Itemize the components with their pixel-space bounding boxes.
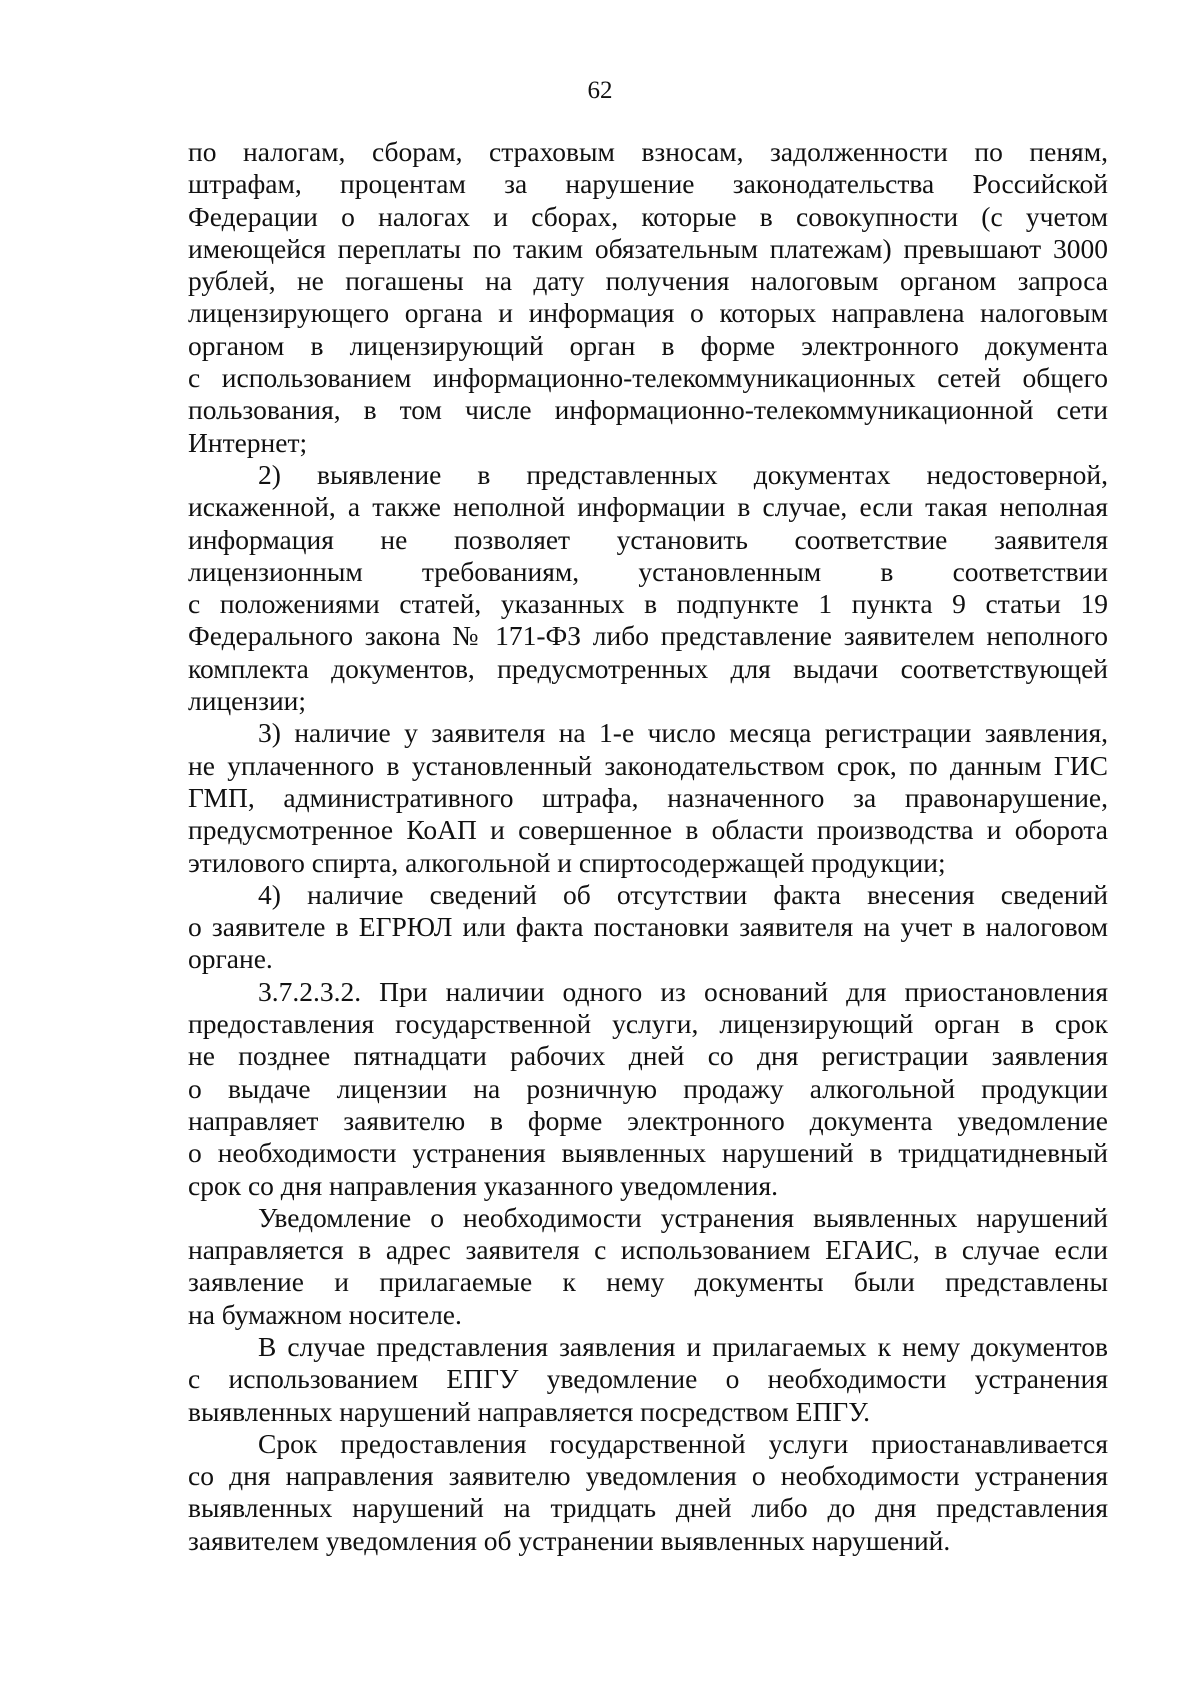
text-line: на бумажном носителе. bbox=[188, 1298, 462, 1330]
text-line: лицензирующего органа и информация о которых направлена налоговым bbox=[188, 297, 1108, 329]
paragraph-item-3 bbox=[188, 717, 1108, 878]
text-line: по налогам, сборам, страховым взносам, задолженности по пеням, bbox=[188, 136, 1108, 167]
paragraph-item-2 bbox=[188, 459, 1108, 717]
text-line: с положениями статей, указанных в подпункте 1 пункта 9 статьи 19 bbox=[188, 588, 1108, 620]
text-line: комплекта документов, предусмотренных для выдачи соответствующей bbox=[188, 652, 1108, 684]
text-line: пользования, в том числе информационно-телекоммуникационной сети bbox=[188, 394, 1108, 426]
paragraph-suspension-term bbox=[188, 1428, 1108, 1557]
text-line: ГМП, административного штрафа, назначенного за правонарушение, bbox=[188, 781, 1108, 813]
document-body bbox=[188, 136, 1108, 1557]
text-line: не уплаченного в установленный законодательством срок, по данным ГИС bbox=[188, 749, 1108, 781]
text-line: Срок предоставления государственной услуги приостанавливается bbox=[258, 1427, 1108, 1459]
text-line: предусмотренное КоАП и совершенное в области производства и оборота bbox=[188, 814, 1108, 846]
text-line: направляется в адрес заявителя с использованием ЕГАИС, в случае если bbox=[188, 1234, 1108, 1266]
text-line: имеющейся переплаты по таким обязательным платежам) превышают 3000 bbox=[188, 232, 1108, 264]
text-line: выявленных нарушений направляется посредством ЕПГУ. bbox=[188, 1395, 871, 1427]
text-line: искаженной, а также неполной информации в случае, если такая неполная bbox=[188, 491, 1108, 523]
text-line: срок со дня направления указанного уведомления. bbox=[188, 1169, 779, 1201]
text-line: о необходимости устранения выявленных нарушений в тридцатидневный bbox=[188, 1137, 1108, 1169]
text-line: штрафам, процентам за нарушение законодательства Российской bbox=[188, 168, 1108, 200]
text-line: о выдаче лицензии на розничную продажу алкогольной продукции bbox=[188, 1072, 1108, 1104]
text-line: органом в лицензирующий орган в форме электронного документа bbox=[188, 329, 1108, 361]
text-line: 4) наличие сведений об отсутствии факта внесения сведений bbox=[258, 878, 1108, 910]
text-line: с использованием ЕПГУ уведомление о необходимости устранения bbox=[188, 1363, 1108, 1395]
paragraph-notice-egais bbox=[188, 1202, 1108, 1331]
paragraph-notice-epgu bbox=[188, 1331, 1108, 1428]
paragraph-1-continuation bbox=[188, 136, 1108, 459]
text-line: со дня направления заявителю уведомления о необходимости устранения bbox=[188, 1460, 1108, 1492]
text-line: информация не позволяет установить соответствие заявителя bbox=[188, 523, 1108, 555]
text-line: о заявителе в ЕГРЮЛ или факта постановки заявителя на учет в налоговом bbox=[188, 911, 1108, 943]
text-line: Интернет; bbox=[188, 426, 308, 458]
text-line: с использованием информационно-телекоммуникационных сетей общего bbox=[188, 362, 1108, 394]
text-line: направляет заявителю в форме электронного документа уведомление bbox=[188, 1104, 1108, 1136]
text-line: лицензии; bbox=[188, 685, 307, 717]
text-line: 3) наличие у заявителя на 1-е число месяца регистрации заявления, bbox=[258, 717, 1108, 749]
paragraph-section-3-7-2-3-2 bbox=[188, 976, 1108, 1202]
text-line: Федерального закона № 171-ФЗ либо представление заявителем неполного bbox=[188, 620, 1108, 652]
text-line: этилового спирта, алкогольной и спиртосодержащей продукции; bbox=[188, 846, 946, 878]
text-line: Уведомление о необходимости устранения выявленных нарушений bbox=[258, 1201, 1108, 1233]
text-line: выявленных нарушений на тридцать дней либо до дня представления bbox=[188, 1492, 1108, 1524]
text-line: предоставления государственной услуги, лицензирующий орган в срок bbox=[188, 1008, 1108, 1040]
text-line: 3.7.2.3.2. При наличии одного из оснований для приостановления bbox=[258, 975, 1108, 1007]
text-line: лицензионным требованиям, установленным в соответствии bbox=[188, 555, 1108, 587]
text-line: заявителем уведомления об устранении выявленных нарушений. bbox=[188, 1524, 951, 1556]
text-line: заявление и прилагаемые к нему документы были представлены bbox=[188, 1266, 1108, 1298]
text-line: Федерации о налогах и сборах, которые в совокупности (с учетом bbox=[188, 200, 1108, 232]
page-number: 62 bbox=[587, 77, 613, 104]
text-line: В случае представления заявления и прилагаемых к нему документов bbox=[258, 1330, 1108, 1362]
text-line: не позднее пятнадцати рабочих дней со дня регистрации заявления bbox=[188, 1040, 1108, 1072]
text-line: 2) выявление в представленных документах недостоверной, bbox=[258, 458, 1108, 490]
text-line: органе. bbox=[188, 943, 273, 975]
text-line: рублей, не погашены на дату получения налоговым органом запроса bbox=[188, 265, 1108, 297]
paragraph-item-4 bbox=[188, 879, 1108, 976]
